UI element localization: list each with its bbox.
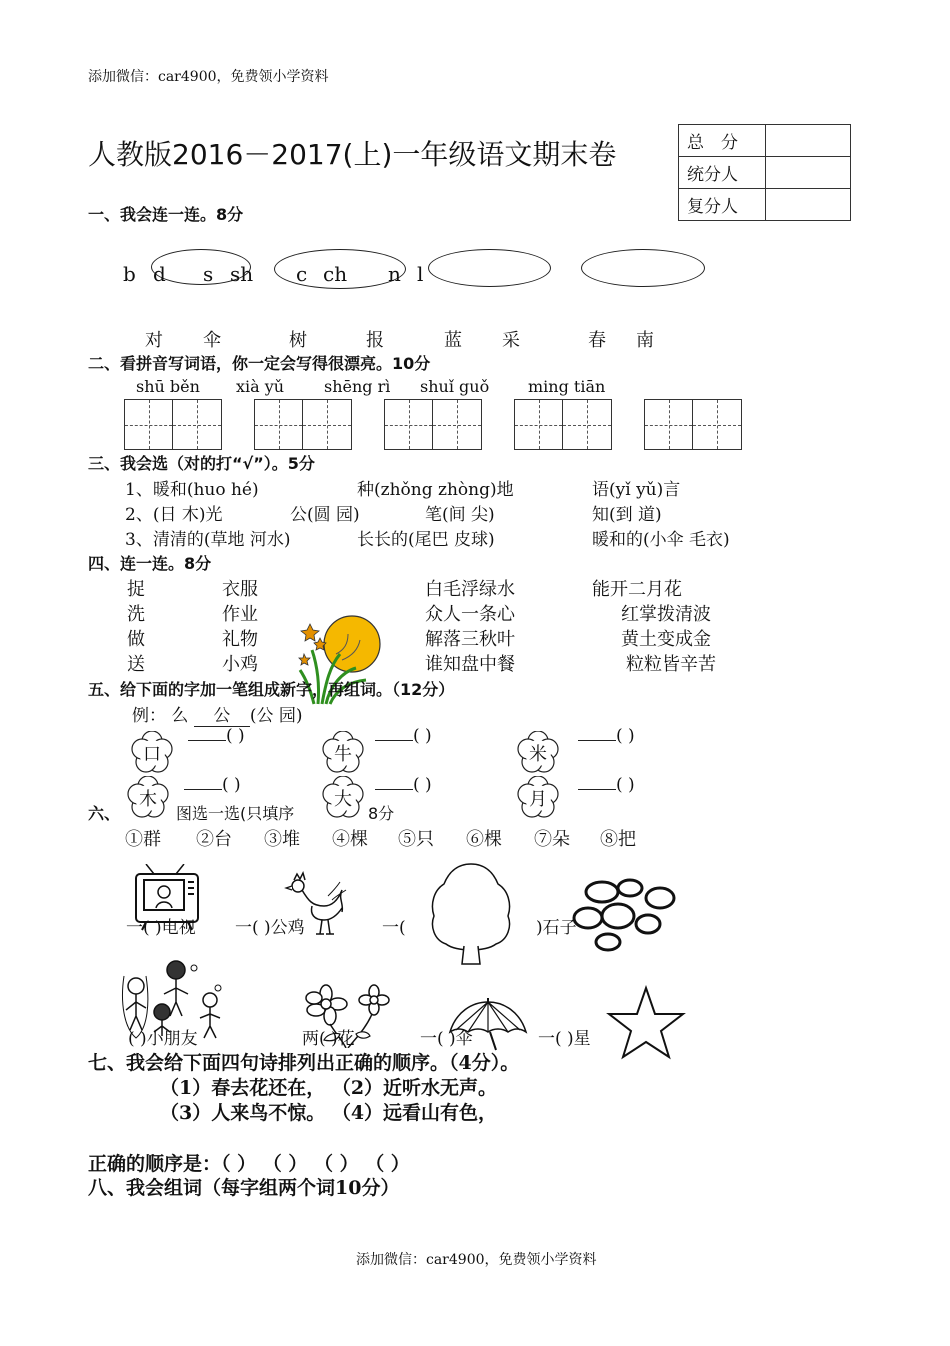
poem-order-line: （1）春去花还在， （2）近听水无声。 (160, 1077, 498, 1099)
flower-char: 月 (529, 789, 547, 810)
flower-char: 米 (529, 744, 547, 765)
option-item: ④棵 (332, 829, 368, 850)
option-item: ⑧把 (600, 829, 636, 850)
section-8-heading: 八、我会组词（每字组两个词10分） (88, 1177, 400, 1199)
answer-blank-group[interactable] (188, 726, 245, 746)
section-5-heading: 五、给下面的字加一笔组成新字，再组词。（12分） (88, 680, 455, 699)
section-4-heading: 四、连一连。8分 (88, 554, 212, 573)
word-paren: ( ) (413, 726, 432, 746)
verb-item: 做 (127, 629, 145, 650)
footer-note: 添加微信：car4900，免费领小学资料 (356, 1252, 597, 1268)
word-paren: ( ) (616, 726, 635, 746)
tree-icon (426, 860, 516, 970)
pinyin-letter: l (417, 262, 424, 286)
poem-line: 众人一条心 (425, 604, 515, 625)
flower-char-box (517, 776, 559, 818)
noun-item: 衣服 (222, 579, 258, 600)
match-char: 蓝 (444, 330, 462, 351)
word-paren: ( ) (222, 775, 241, 795)
poem-line: 谁知盘中餐 (425, 654, 515, 675)
poem-order-line: （3）人来鸟不惊。 （4）远看山有色， (160, 1102, 498, 1124)
score-label: 复分人 (679, 189, 766, 221)
flower-char: 口 (143, 744, 161, 765)
match-char: 树 (289, 330, 307, 351)
choice-item[interactable]: 种(zhǒng zhòng)地 (357, 480, 514, 500)
choice-item[interactable]: 暖和的(小伞 毛衣) (592, 530, 730, 550)
score-row-tally (679, 157, 851, 189)
example-line (132, 701, 302, 727)
section-3-heading: 三、我会选（对的打“√”）。5分 (88, 454, 315, 473)
flower-char: 牛 (334, 744, 352, 765)
flower-char-box (322, 731, 364, 773)
choice-item[interactable]: 知(到 道) (592, 505, 662, 525)
pinyin-word: shū běn (136, 377, 200, 396)
answer-oval[interactable] (428, 249, 551, 287)
example-answer: 公 (194, 701, 250, 727)
writing-grid[interactable] (384, 399, 482, 450)
measure-blank[interactable]: 两( )花 (302, 1029, 355, 1049)
verb-item: 送 (127, 654, 145, 675)
pinyin-word: ming tiān (528, 377, 606, 396)
poem-line: 能开二月花 (592, 579, 682, 600)
pinyin-word: shuǐ guǒ (420, 377, 490, 396)
score-value-cell[interactable] (766, 157, 851, 189)
example-word: (公 园) (249, 706, 303, 726)
match-char: 伞 (203, 330, 221, 351)
pinyin-letter: ch (323, 262, 348, 286)
measure-blank[interactable]: )石子 (536, 918, 577, 938)
match-char: 春 (588, 330, 606, 351)
flower-char-box (322, 776, 364, 818)
writing-grid[interactable] (514, 399, 612, 450)
writing-grid[interactable] (254, 399, 352, 450)
order-answer-line[interactable]: 正确的顺序是：（ ） （ ） （ ） （ ） (88, 1153, 410, 1175)
writing-grid[interactable] (124, 399, 222, 450)
measure-blank[interactable]: 一( )星 (538, 1029, 591, 1049)
option-item: ⑥棵 (466, 829, 502, 850)
star-icon (606, 985, 686, 1061)
word-paren: ( ) (226, 726, 245, 746)
match-char: 采 (502, 330, 520, 351)
pinyin-word: shēng rì (324, 377, 391, 396)
flower-char-box (131, 731, 173, 773)
flower-char: 大 (334, 789, 352, 810)
header-note: 添加微信：car4900，免费领小学资料 (88, 69, 329, 85)
measure-blank[interactable]: ( )小朋友 (128, 1029, 198, 1049)
option-item: ⑦朵 (534, 829, 570, 850)
measure-blank[interactable]: 一( )电视 (126, 918, 196, 938)
option-item: ①群 (125, 829, 161, 850)
choice-item[interactable]: 笔(间 尖) (425, 505, 495, 525)
answer-oval[interactable] (581, 249, 705, 287)
pinyin-letter: sh (230, 262, 254, 286)
flower-char-box (127, 776, 169, 818)
choice-item[interactable]: 2、(日 木)光 (125, 505, 223, 525)
answer-blank-group[interactable] (375, 726, 432, 746)
flower-char: 木 (139, 789, 157, 810)
option-item: ③堆 (264, 829, 300, 850)
word-paren: ( ) (616, 775, 635, 795)
choice-item[interactable]: 长长的(尾巴 皮球) (357, 530, 495, 550)
pinyin-letter: c (296, 262, 308, 286)
poem-line: 红掌拨清波 (621, 604, 711, 625)
writing-grid[interactable] (644, 399, 742, 450)
score-row-total (679, 125, 851, 157)
poem-line: 解落三秋叶 (425, 629, 515, 650)
choice-item[interactable]: 3、清清的(草地 河水) (125, 530, 291, 550)
section-7-heading: 七、我会给下面四句诗排列出正确的顺序。（4分）。 (88, 1052, 520, 1074)
option-item: ⑤只 (398, 829, 434, 850)
section-2-heading: 二、看拼音写词语，你一定会写得很漂亮。10分 (88, 354, 431, 373)
pinyin-letter: d (153, 262, 166, 286)
answer-blank-group[interactable] (578, 775, 635, 795)
choice-item[interactable]: 1、暖和(huo hé) (125, 480, 259, 500)
option-item: ②台 (196, 829, 232, 850)
match-char: 报 (366, 330, 384, 351)
score-label: 统分人 (679, 157, 766, 189)
measure-blank[interactable]: 一( )公鸡 (235, 918, 305, 938)
section-6-heading-prefix: 六、 (88, 804, 121, 823)
pinyin-letter: n (388, 262, 401, 286)
pinyin-letter: b (123, 262, 136, 286)
answer-blank-group[interactable] (578, 726, 635, 746)
choice-item[interactable]: 语(yǐ yǔ)言 (592, 480, 681, 500)
section-1-heading: 一、我会连一连。8分 (88, 205, 244, 224)
noun-item: 作业 (222, 604, 258, 625)
score-row-review (679, 189, 851, 221)
verb-item: 洗 (127, 604, 145, 625)
measure-blank[interactable]: 一( (382, 918, 406, 938)
section-6-heading-score: 8分 (368, 804, 395, 823)
measure-blank[interactable]: 一( )伞 (420, 1029, 473, 1049)
score-label: 总 分 (679, 125, 766, 157)
answer-blank-group[interactable] (184, 775, 241, 795)
match-char: 南 (636, 330, 654, 351)
choice-item[interactable]: 公(圆 园) (290, 505, 360, 525)
match-char: 对 (145, 330, 163, 351)
noun-item: 礼物 (222, 629, 258, 650)
stones-icon (568, 876, 680, 956)
section-6-heading-mid: 图选一选(只填序 (176, 804, 295, 823)
page-title: 人教版2016－2017(上)一年级语文期末卷 (88, 138, 617, 171)
poem-line: 粒粒皆辛苦 (626, 654, 716, 675)
flower-char-box (517, 731, 559, 773)
answer-blank-group[interactable] (375, 775, 432, 795)
poem-line: 黄土变成金 (621, 629, 711, 650)
score-table (678, 124, 851, 221)
score-value-cell[interactable] (766, 125, 851, 157)
example-prefix: 例： 么 (132, 706, 194, 726)
score-value-cell[interactable] (766, 189, 851, 221)
word-paren: ( ) (413, 775, 432, 795)
verb-item: 捉 (127, 579, 145, 600)
noun-item: 小鸡 (222, 654, 258, 675)
pinyin-word: xià yǔ (236, 377, 285, 396)
pinyin-letter: s (203, 262, 214, 286)
poem-line: 白毛浮绿水 (425, 579, 515, 600)
